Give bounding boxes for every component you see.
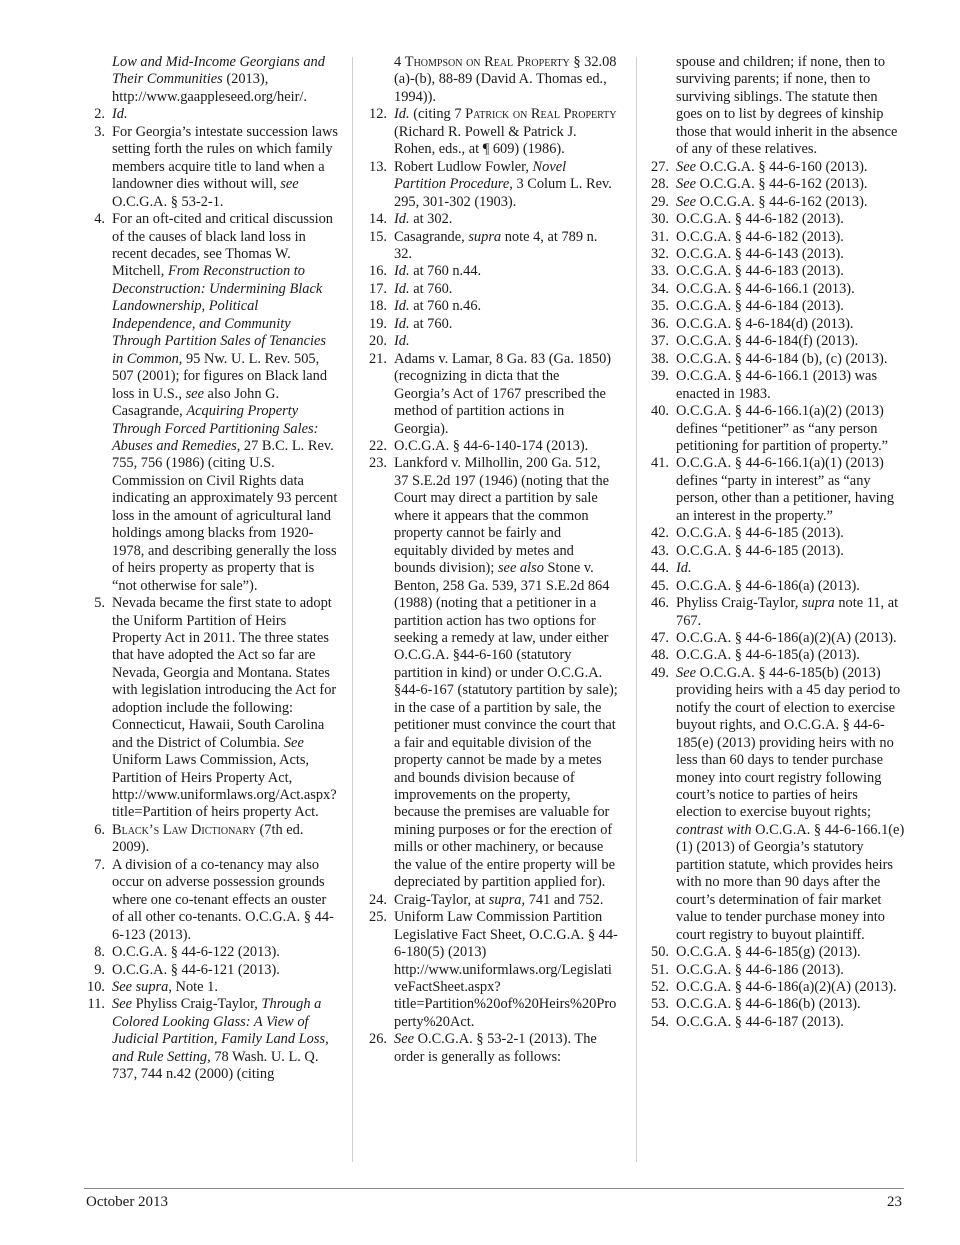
endnote-number: 42.: [651, 525, 669, 542]
citation-text: (7th ed. 2009).: [112, 821, 304, 856]
endnote: [650, 630, 905, 647]
endnote-text: [676, 229, 905, 246]
endnote-text: [112, 857, 338, 944]
endnote-number: 13.: [369, 158, 387, 175]
citation-text: O.C.G.A. § 44-6-186(a)(2)(A) (2013).: [676, 629, 897, 646]
endnote: [650, 316, 905, 333]
endnote: [368, 333, 618, 350]
endnote: [86, 962, 338, 979]
citation-italic-text: From Reconstruction to Deconstruction: Undermining Black Landownership, Political Independence, and Community Through Partition Sales of Tenancies in Common,: [112, 263, 327, 367]
endnote-number: 24.: [369, 891, 387, 908]
endnote-number: 20.: [369, 333, 387, 350]
endnote-text: [676, 979, 905, 996]
endnote-number: 52.: [651, 979, 669, 996]
endnote-number: 51.: [651, 961, 669, 978]
endnote: [86, 944, 338, 961]
citation-text: O.C.G.A. § 44-6-184 (b), (c) (2013).: [676, 350, 888, 367]
endnote-text: [676, 298, 905, 315]
citation-text: (citing 7: [409, 106, 466, 123]
citation-text: (2013), http://www.gaappleseed.org/heir/.: [112, 71, 308, 105]
endnote-number: 6.: [94, 821, 105, 838]
endnote-text: [676, 665, 905, 944]
endnote-number: 39.: [651, 368, 669, 385]
citation-italic-text: see: [280, 176, 299, 193]
endnote: [86, 979, 338, 996]
citation-text: at 760.: [409, 315, 453, 332]
citation-text: note 11, at 767.: [676, 595, 899, 629]
endnote-text: [394, 159, 618, 211]
citation-text: A division of a co-tenancy may also occur on adverse possession grounds where one co-tenant effects an ouster of all other co-tenants. O.C.G.A. § 44-6-123 (2013).: [112, 856, 334, 943]
endnote-number: 5.: [94, 595, 105, 612]
citation-text: O.C.G.A. § 44-6-186 (2013).: [676, 961, 844, 978]
endnote-text: [676, 211, 905, 228]
endnote-text: [676, 263, 905, 280]
endnote: [650, 263, 905, 280]
endnote: [86, 857, 338, 944]
endnote-number: 28.: [651, 176, 669, 193]
endnote: [650, 229, 905, 246]
citation-text: O.C.G.A. § 44-6-187 (2013).: [676, 1013, 844, 1030]
citation-text: (Richard R. Powell & Patrick J. Rohen, eds., at ¶ 609) (1986).: [394, 123, 577, 158]
citation-text: Uniform Laws Commission, Acts, Partition of Heirs Property Act, http://www.uniformlaws.org/Act.aspx?title=Partition of heirs property Act.: [112, 752, 337, 821]
citation-text: Phyliss Craig-Taylor,: [676, 595, 802, 612]
endnote: [650, 298, 905, 315]
citation-italic-text: see also: [497, 560, 544, 577]
citation-text: Uniform Law Commission Partition Legislative Fact Sheet, O.C.G.A. § 44-6-180(5) (2013) http://www.uniformlaws.org/LegislativeFactSheet.aspx?title=Partition%20of%20Heirs%20Property%20Act.: [394, 909, 618, 1030]
citation-text: at 760.: [409, 280, 453, 297]
endnote-text: [394, 298, 618, 315]
citation-text: O.C.G.A. § 44-6-185 (2013).: [676, 542, 844, 559]
citation-italic-text: See: [112, 996, 132, 1013]
citation-text: O.C.G.A. § 44-6-185 (2013).: [676, 525, 844, 542]
citation-italic-text: Id.: [394, 280, 410, 297]
endnote: [650, 543, 905, 560]
citation-text: O.C.G.A. § 44-6-166.1(e)(1) (2013) of Georgia’s statutory partition statute, which provides heirs with no more than 90 days after the court’s determination of fair market value to tender purchase money into court registry to buyout plaintiff.: [676, 821, 905, 943]
endnote-number: 41.: [651, 455, 669, 472]
endnote-text: [394, 455, 618, 891]
citation-italic-text: See: [676, 193, 696, 210]
endnotes-column-1: [86, 54, 338, 1084]
citation-text: 27 B.C. L. Rev. 755, 756 (1986) (citing U.S. Commission on Civil Rights data indicating an approximately 93 percent loss in the amount of agricultural land holdings among blacks from 1920-1978, and describing generally the loss of heirs property as property that is “not otherwise for sale”).: [112, 437, 338, 594]
endnote-text: [676, 316, 905, 333]
endnote-number: 21.: [369, 350, 387, 367]
citation-text: O.C.G.A. § 44-6-121 (2013).: [112, 961, 280, 978]
citation-text: Phyliss Craig-Taylor,: [131, 996, 262, 1013]
endnote-text: [676, 246, 905, 263]
endnote-number: 38.: [651, 350, 669, 367]
endnote: [368, 263, 618, 280]
endnote: [368, 438, 618, 455]
citation-text: § 32.08 (a)-(b), 88-89 (David A. Thomas ed., 1994)).: [394, 54, 617, 105]
endnote: [368, 281, 618, 298]
endnote-continuation: [86, 54, 338, 106]
endnote: [650, 560, 905, 577]
endnote-text: [112, 595, 338, 822]
endnote: [650, 979, 905, 996]
endnote-text: [112, 962, 338, 979]
endnote: [86, 106, 338, 123]
endnote-number: 45.: [651, 577, 669, 594]
citation-italic-text: Low and Mid-Income Georgians and Their Communities: [112, 54, 325, 88]
endnote-number: 53.: [651, 996, 669, 1013]
endnote-number: 2.: [94, 106, 105, 123]
citation-italic-text: supra: [468, 228, 502, 245]
endnote: [368, 351, 618, 438]
citation-italic-text: Id.: [112, 106, 128, 123]
endnote-number: 26.: [369, 1031, 387, 1048]
endnote: [650, 368, 905, 403]
citation-text: O.C.G.A. § 44-6-184 (2013).: [676, 298, 844, 315]
endnote: [650, 455, 905, 525]
citation-italic-text: supra,: [488, 891, 526, 908]
endnote-text: [676, 194, 905, 211]
endnote-text: [394, 351, 618, 438]
endnote-text: [676, 543, 905, 560]
endnote-text: [394, 909, 618, 1031]
endnote-number: 25.: [369, 909, 387, 926]
endnote-text: [676, 647, 905, 664]
endnotes-column-2: [368, 54, 618, 1066]
endnote: [86, 595, 338, 822]
endnote: [650, 996, 905, 1013]
endnote-text: [676, 525, 905, 542]
endnote-text: [676, 333, 905, 350]
endnote-text: [394, 229, 618, 264]
citation-text: also John G. Casagrande,: [112, 385, 280, 420]
endnote-number: 7.: [94, 856, 105, 873]
citation-italic-text: supra: [801, 595, 835, 612]
citation-italic-text: see: [185, 385, 204, 402]
endnote-text: [676, 630, 905, 647]
citation-text: Lankford v. Milhollin, 200 Ga. 512, 37 S.E.2d 197 (1946) (noting that the Court may direct a partition by sale where it appears that the common property cannot be fairly and equitably divided by metes and bounds division);: [394, 455, 610, 577]
endnote: [368, 316, 618, 333]
citation-text: O.C.G.A. § 44-6-143 (2013).: [676, 245, 844, 262]
endnote-number: 17.: [369, 280, 387, 297]
citation-text: 78 Wash. U. L. Q. 737, 744 n.42 (2000) (citing: [112, 1048, 319, 1083]
endnote: [650, 246, 905, 263]
endnotes-column-3: [650, 54, 905, 1031]
endnote-text: [676, 944, 905, 961]
endnote-number: 27.: [651, 158, 669, 175]
endnote: [368, 1031, 618, 1066]
citation-text: , 3 Colum L. Rev. 295, 301-302 (1903).: [394, 176, 612, 210]
endnote-number: 34.: [651, 280, 669, 297]
endnote-number: 50.: [651, 944, 669, 961]
endnote-text: [394, 281, 618, 298]
column-divider: [352, 57, 353, 1162]
endnote-number: 30.: [651, 211, 669, 228]
endnote: [650, 403, 905, 455]
citation-text: Stone v. Benton, 258 Ga. 539, 371 S.E.2d 864 (1988) (noting that a petitioner in a partition action has two options for seeking a remedy at law, under either O.C.G.A. §44-6-160 (statutory partition in kind) or under O.C.G.A. §44-6-167 (statutory partition by sale); in the case of a partition by sale, the petitioner must convince the court that a fair and equitable division of the property cannot be made by a metes and bounds division because of improvements on the property, because the premises are valuable for mining purposes or for the erection of mills or other machinery, or because the value of the entire property will be depreciated by partition applied for).: [394, 560, 618, 891]
citation-text: O.C.G.A. § 44-6-185(g) (2013).: [676, 944, 861, 961]
endnote-number: 47.: [651, 629, 669, 646]
endnote-number: 11.: [87, 996, 105, 1013]
endnote-number: 19.: [369, 315, 387, 332]
endnote-text: [394, 892, 618, 909]
endnote-text: [676, 403, 905, 455]
citation-italic-text: Through a Colored Looking Glass: A View of Judicial Partition, Family Land Loss, and Rule Setting,: [112, 996, 329, 1065]
endnote-text: [676, 996, 905, 1013]
citation-italic-text: See: [676, 176, 696, 193]
endnote: [86, 822, 338, 857]
endnote-text: [676, 1014, 905, 1031]
endnote: [650, 1014, 905, 1031]
citation-italic-text: Id.: [394, 298, 410, 315]
citation-italic-text: Id.: [676, 560, 692, 577]
endnote: [650, 281, 905, 298]
endnote-text: [112, 979, 338, 996]
page-number: 23: [887, 1194, 902, 1210]
citation-text: Craig-Taylor, at: [394, 891, 489, 908]
citation-italic-text: See: [676, 664, 696, 681]
endnote: [650, 665, 905, 944]
citation-text: O.C.G.A. § 44-6-185(b) (2013) providing heirs with a 45 day period to notify the court of election to exercise buyout rights, and O.C.G.A. § 44-6-185(e) (2013) providing heirs with no less than 60 days to tender purchase money into court registry following court’s notice to parties of heirs election to exercise buyout rights;: [676, 664, 901, 821]
endnote: [650, 944, 905, 961]
endnote-number: 23.: [369, 455, 387, 472]
endnote: [650, 647, 905, 664]
citation-italic-text: contrast with: [676, 821, 752, 838]
citation-text: O.C.G.A. § 44-6-122 (2013).: [112, 944, 280, 961]
endnote: [650, 211, 905, 228]
endnote-number: 12.: [369, 106, 387, 123]
citation-text: O.C.G.A. § 44-6-182 (2013).: [676, 211, 844, 228]
endnote-number: 40.: [651, 403, 669, 420]
endnote: [650, 351, 905, 368]
citation-text: Nevada became the first state to adopt the Uniform Partition of Heirs Property Act in 2011. The three states that have adopted the Act so far are Nevada, Georgia and Montana. States with legislation introducing the Act for adoption include the following: Connecticut, Hawaii, South Carolina and the District of Columbia.: [112, 595, 337, 751]
endnote: [650, 595, 905, 630]
endnote-text: [394, 263, 618, 280]
citation-smallcaps-text: Black’s Law Dictionary: [112, 821, 256, 838]
endnote-text: [112, 996, 338, 1083]
endnote: [368, 892, 618, 909]
citation-text: O.C.G.A. § 44-6-166.1 (2013) was enacted in 1983.: [676, 368, 878, 402]
citation-text: O.C.G.A. § 44-6-186(b) (2013).: [676, 996, 861, 1013]
endnote-number: 44.: [651, 560, 669, 577]
citation-text: , Note 1.: [168, 979, 218, 996]
endnote: [650, 176, 905, 193]
endnote-number: 29.: [651, 193, 669, 210]
endnote-number: 9.: [94, 961, 105, 978]
endnote: [650, 194, 905, 211]
endnote-number: 8.: [94, 944, 105, 961]
endnote-number: 32.: [651, 245, 669, 262]
citation-text: O.C.G.A. § 44-6-166.1(a)(1) (2013) defines “party in interest” as “any person, other than a petitioner, having an interest in the property.”: [676, 455, 895, 524]
citation-text: For Georgia’s intestate succession laws setting forth the rules on which family members acquire title to land when a landowner dies without will,: [112, 123, 338, 193]
endnote-text: [676, 281, 905, 298]
citation-text: Casagrande,: [394, 228, 469, 245]
citation-text: O.C.G.A. § 44-6-166.1(a)(2) (2013) defines “petitioner” as “any person petitioning for partition of property.”: [676, 403, 889, 454]
endnote-text: [112, 106, 338, 123]
citation-text: 95 Nw. U. L. Rev. 505, 507 (2001); for figures on Black land loss in U.S.,: [112, 350, 328, 402]
endnote-number: 43.: [651, 542, 669, 559]
citation-text: at 302.: [409, 211, 453, 228]
citation-italic-text: Id.: [394, 333, 410, 350]
endnote: [86, 211, 338, 595]
endnote: [368, 159, 618, 211]
endnote: [368, 455, 618, 891]
endnote-number: 36.: [651, 315, 669, 332]
citation-text: O.C.G.A. § 44-6-162 (2013).: [695, 193, 868, 210]
citation-italic-text: Acquiring Property Through Forced Partitioning Sales: Abuses and Remedies,: [112, 403, 319, 454]
citation-italic-text: Id.: [394, 263, 410, 280]
endnote: [650, 159, 905, 176]
endnote-number: 48.: [651, 647, 669, 664]
endnote-text: [112, 944, 338, 961]
citation-text: at 760 n.46.: [409, 298, 482, 315]
citation-text: O.C.G.A. § 53-2-1.: [112, 193, 224, 210]
citation-italic-text: Id.: [394, 106, 410, 123]
endnote: [650, 578, 905, 595]
endnote-text: [394, 316, 618, 333]
citation-text: spouse and children; if none, then to surviving parents; if none, then to surviving siblings. The statute then goes on to list by degrees of kinship those that would inherit in the absence of any of these relatives.: [676, 54, 898, 158]
endnote-number: 49.: [651, 664, 669, 681]
endnote-number: 18.: [369, 298, 387, 315]
citation-text: O.C.G.A. § 44-6-185(a) (2013).: [676, 647, 860, 664]
citation-text: For an oft-cited and critical discussion of the causes of black land loss in recent decades, see Thomas W. Mitchell,: [112, 211, 333, 280]
endnote-text: [676, 455, 905, 525]
endnote-text: [394, 333, 618, 350]
endnote-number: 35.: [651, 298, 669, 315]
citation-italic-text: Novel Partition Procedure: [394, 158, 567, 193]
citation-italic-text: Id.: [394, 315, 410, 332]
endnote: [650, 525, 905, 542]
endnote-text: [676, 595, 905, 630]
endnote: [86, 996, 338, 1083]
citation-text: O.C.G.A. § 44-6-183 (2013).: [676, 263, 844, 280]
citation-text: 4: [394, 54, 405, 70]
citation-text: O.C.G.A. § 44-6-182 (2013).: [676, 228, 844, 245]
endnote: [368, 909, 618, 1031]
endnote-number: 54.: [651, 1013, 669, 1030]
endnote-text: [394, 438, 618, 455]
endnote: [368, 211, 618, 228]
endnote-text: [112, 211, 338, 595]
citation-text: Adams v. Lamar, 8 Ga. 83 (Ga. 1850) (recognizing in dicta that the Georgia’s Act of 1767 prescribed the method of partition actions in Georgia).: [394, 350, 612, 437]
citation-italic-text: Id.: [394, 211, 410, 228]
endnote-text: [676, 962, 905, 979]
endnote-continuation: [650, 54, 905, 159]
citation-text: O.C.G.A. § 44-6-184(f) (2013).: [676, 333, 859, 350]
citation-text: O.C.G.A. § 44-6-160 (2013).: [695, 158, 868, 175]
footer-date: October 2013: [86, 1194, 169, 1210]
endnote-continuation: [368, 54, 618, 106]
endnote-text: [676, 351, 905, 368]
endnote: [86, 124, 338, 211]
citation-italic-text: See: [394, 1031, 414, 1048]
citation-italic-text: See: [676, 158, 696, 175]
endnote-number: 33.: [651, 263, 669, 280]
citation-text: O.C.G.A. § 53-2-1 (2013). The order is generally as follows:: [394, 1031, 597, 1065]
citation-italic-text: See: [283, 734, 304, 751]
citation-text: 741 and 752.: [525, 891, 604, 908]
endnote-number: 15.: [369, 228, 387, 245]
endnote-text: [676, 560, 905, 577]
endnote-text: [112, 124, 338, 211]
endnote-text: [394, 106, 618, 158]
citation-text: O.C.G.A. § 44-6-140-174 (2013).: [394, 437, 589, 454]
endnote-number: 10.: [87, 979, 105, 996]
endnote: [368, 298, 618, 315]
citation-text: at 760 n.44.: [409, 263, 482, 280]
column-divider: [636, 57, 637, 1162]
citation-text: Robert Ludlow Fowler,: [394, 158, 533, 175]
footer-rule: [84, 1188, 904, 1189]
citation-text: O.C.G.A. § 4-6-184(d) (2013).: [676, 315, 854, 332]
citation-smallcaps-text: Patrick on Real Property: [465, 106, 617, 123]
citation-text: O.C.G.A. § 44-6-162 (2013).: [695, 176, 868, 193]
endnote-number: 31.: [651, 228, 669, 245]
citation-text: note 4, at 789 n. 32.: [394, 228, 598, 262]
endnote-text: [676, 368, 905, 403]
citation-smallcaps-text: Thompson on Real Property: [404, 54, 570, 70]
endnote-text: [676, 176, 905, 193]
endnote: [650, 333, 905, 350]
endnote-text: [676, 578, 905, 595]
citation-text: O.C.G.A. § 44-6-186(a) (2013).: [676, 577, 860, 594]
endnote-number: 4.: [94, 211, 105, 228]
endnote-number: 16.: [369, 263, 387, 280]
endnote-number: 46.: [651, 595, 669, 612]
endnote-text: [676, 159, 905, 176]
citation-text: O.C.G.A. § 44-6-186(a)(2)(A) (2013).: [676, 979, 897, 996]
endnote-text: [394, 211, 618, 228]
endnote: [650, 962, 905, 979]
citation-italic-text: See supra: [112, 979, 169, 996]
citation-text: O.C.G.A. § 44-6-166.1 (2013).: [676, 280, 855, 297]
endnote: [368, 229, 618, 264]
endnote-number: 3.: [94, 123, 105, 140]
endnote-number: 14.: [369, 211, 387, 228]
endnote-text: [394, 1031, 618, 1066]
endnote-number: 22.: [369, 437, 387, 454]
endnote-text: [112, 822, 338, 857]
endnote-number: 37.: [651, 333, 669, 350]
endnote: [368, 106, 618, 158]
